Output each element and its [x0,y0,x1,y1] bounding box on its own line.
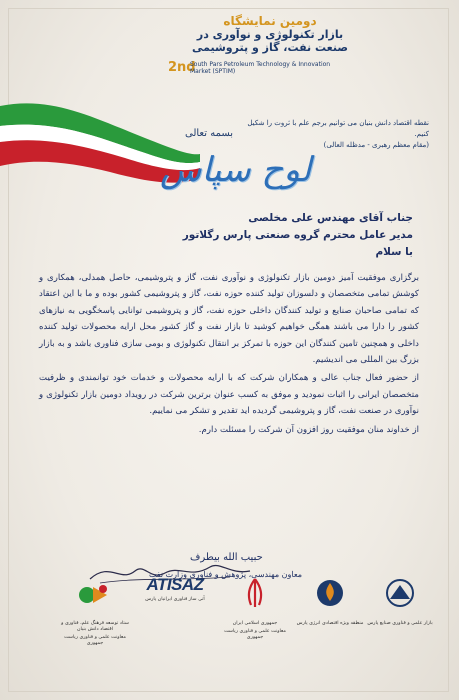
recipient-position: مدیر عامل محترم گروه صنعتی پارس رگلاتور [182,229,413,241]
bismillah: بسمه تعالی [185,128,234,139]
body-paragraph-3: از خداوند منان موفقیت روز افزون آن شرکت را مسئلت دارم. [198,424,419,435]
logo-name: بازار علمی و فناوری صنایع پارس [367,621,433,626]
letter-body [39,270,419,440]
greeting: با سلام [375,246,413,258]
signatory-role: معاون مهندسی، پژوهش و فناوری وزارت نفت [148,570,302,579]
header-line-3: صنعت نفت، گاز و پتروشیمی [192,41,348,54]
logo-caption: آتی ساز فناوری ایرانیان پارس [145,597,205,602]
logo-name: معاونت علمی و فناوری ریاست جمهوری [64,635,126,646]
edition-number: 2nd [168,60,196,75]
science-vp-logo-icon [73,575,117,615]
logo-iran-emblem [220,575,290,641]
logo-name: منطقه ویژه اقتصادی انرژی پارس [296,621,364,626]
exhibition-header [150,14,390,54]
recipient-name: جناب آقای مهندس علی مخلصی [248,212,413,224]
iran-emblem-icon [233,575,277,615]
header-line-1: دومین نمایشگاه [223,14,317,28]
english-subtitle: South Pars Petroleum Technology & Innovation Market (SPTIM) [190,61,331,75]
sponsor-logos [60,575,440,655]
logo-name: جمهوری اسلامی ایران [232,621,278,626]
pars-energy-logo-icon [308,575,352,615]
logo-pars-zone [295,575,365,627]
pars-market-logo-icon [378,575,422,615]
body-paragraph-1: برگزاری موفقیت آمیز دومین بازار تکنولوژی و نوآوری نفت، گاز و پتروشیمی، حاصل همدلی، همکاری و کوشش تمامی متخصصان و دلسوزان تولید کننده حوزه نفت، گاز و پتروشیمی کشور بوده و ما با این اعتقاد که تمامی صاحبان صنایع و تولید کنندگان داخلی حوزه نفت، گاز و پتروشیمی توانایی پاسخگویی به نیازهای کشور را دارا می باشند همگی خواهیم کوشید تا بازار نفت و گاز کشور محل ارایه محصولات تولید کننده داخلی و همچنین تامین کنندگان این حوزه با تمرکز بر انتقال تکنولوژی و بومی سازی فناوری باشد و به بازار بزرگ بین المللی می اندیشیم. [39,273,419,366]
motto-source: (مقام معظم رهبری - مدظله العالی) [323,141,429,149]
logo-atisaz [140,575,210,603]
header-line-2: بازار تکنولوژی و نوآوری در [196,28,344,41]
logo-caption: معاونت علمی و فناوری ریاست جمهوری [224,629,286,640]
motto-quote [239,118,429,151]
motto-line: نقطه اقتصاد دانش بنیان می توانیم برجم علم با ثروت را شکیل کنیم. [247,119,429,138]
logo-science-vp [60,575,130,647]
logo-caption: ستاد توسعه فرهنگ علم، فناوری و اقتصاد دانش بنیان [61,621,129,632]
body-paragraph-2: از حضور فعال جناب عالی و همکاران شرکت که با ارایه محصولات و خدمات خود توانمندی و ظرفیت متخصصان ایرانی را اثبات نمودید و موفق به کسب عنوان برترین شرکت در رویداد دومین بازار تکنولوژی و نوآوری در صنعت نفت، گاز و پتروشیمی گردیده اید تقدیر و تشکر می نماییم. [39,373,419,417]
certificate-title: لوح سپاس [160,150,312,190]
atisaz-wordmark: ATISAZ [146,575,204,594]
logo-pars-market [365,575,435,627]
signatory-name: حبیب الله بیطرف [190,552,263,563]
recipient-block [53,210,413,261]
